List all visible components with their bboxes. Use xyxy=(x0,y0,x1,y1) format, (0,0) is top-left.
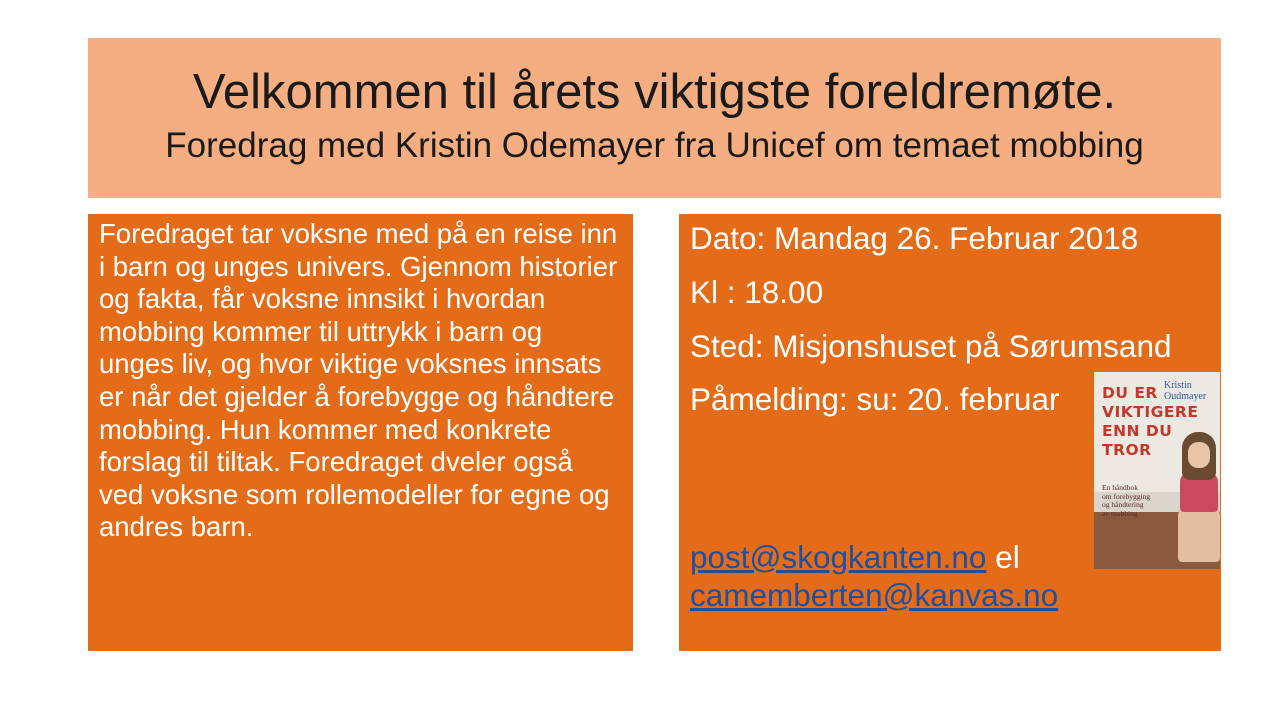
email-link-post[interactable]: post@skogkanten.no xyxy=(690,539,987,575)
event-date: Dato: Mandag 26. Februar 2018 xyxy=(690,220,1139,256)
book-cover-image xyxy=(1094,372,1220,569)
book-title: DU ER VIKTIGERE ENN DU TROR xyxy=(1102,384,1199,459)
page-subtitle: Foredrag med Kristin Odemayer fra Unicef om temaet mobbing xyxy=(165,126,1144,165)
event-signup: Påmelding: su: 20. februar xyxy=(690,381,1060,417)
email-link-camemberten[interactable]: camemberten@kanvas.no xyxy=(690,577,1059,613)
event-place: Sted: Misjonshuset på Sørumsand xyxy=(690,328,1172,364)
description-panel xyxy=(88,214,633,651)
event-time: Kl : 18.00 xyxy=(690,274,824,310)
page-title: Velkommen til årets viktigste foreldremøte. xyxy=(192,65,1117,119)
book-author: Kristin Oudmayer xyxy=(1164,380,1207,402)
contact-separator: el xyxy=(986,539,1020,575)
info-panel xyxy=(679,214,1221,651)
description-text: Foredraget tar voksne med på en reise inn i barn og unges univers. Gjennom historier og fakta, får voksne innsikt i hvordan mobbing kommer til uttrykk i barn og unges liv, og hvor viktige voksnes innsats er når det gjelder å forebygge og håndtere mobbing. Hun kommer med konkrete forslag til tiltak. Foredraget dveler også ved voksne som rollemodeller for egne og andres barn. xyxy=(99,218,618,543)
book-subtitle: En håndbok om forebygging og håndtering av mobbing xyxy=(1102,483,1151,518)
contact-block xyxy=(690,538,1058,614)
title-banner xyxy=(88,38,1221,198)
